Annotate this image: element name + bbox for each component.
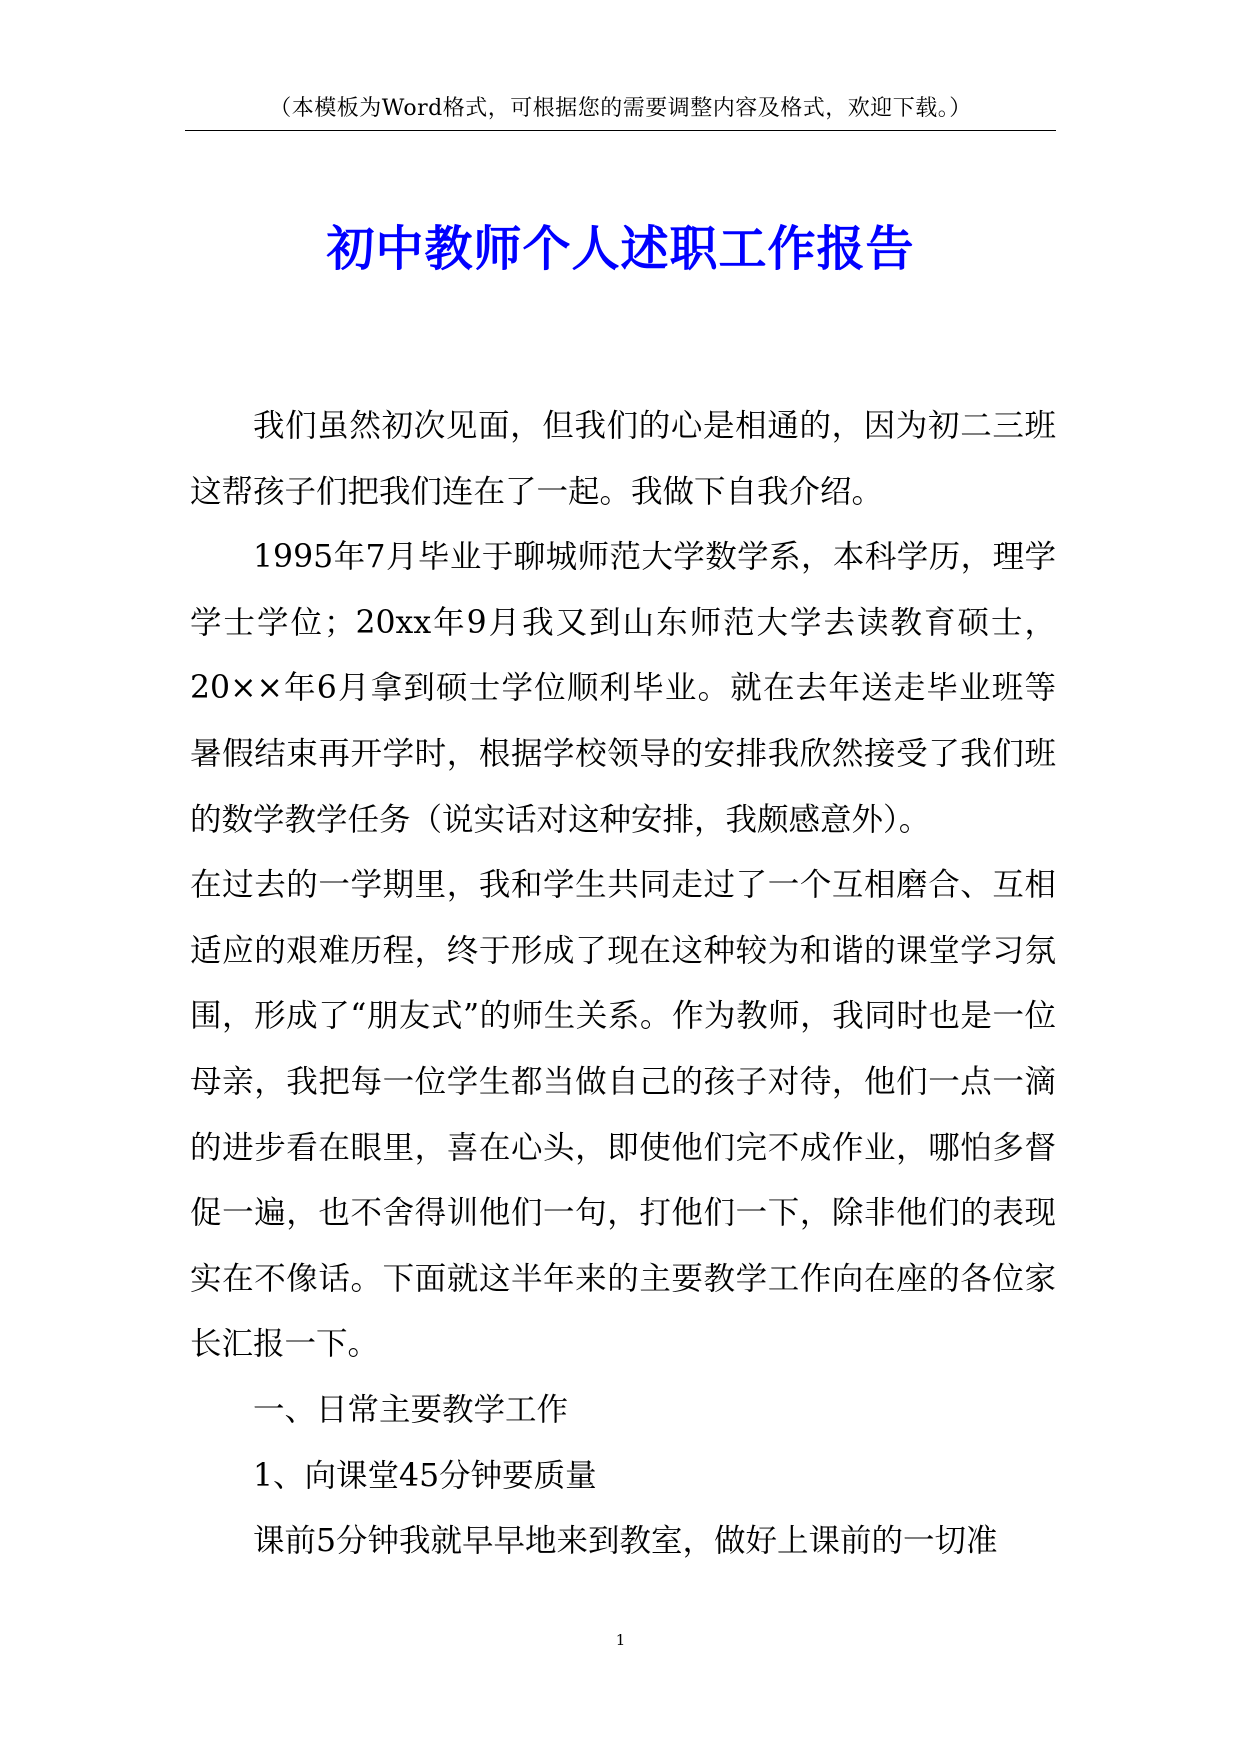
paragraph-class-preparation: 课前5分钟我就早早地来到教室，做好上课前的一切准 [253, 1523, 998, 1560]
subsection-heading-class-quality: 1、向课堂45分钟要质量 [253, 1457, 597, 1494]
section-heading-daily-work: 一、日常主要教学工作 [253, 1391, 569, 1428]
template-note: （本模板为Word格式，可根据您的需要调整内容及格式，欢迎下载。） [269, 96, 972, 121]
document-body [190, 394, 1056, 1575]
paragraph-education: 1995年7月毕业于聊城师范大学数学系，本科学历，理学学士学位；20xx年9月我又到山东师范大学去读教育硕士，20××年6月拿到硕士学位顺利毕业。就在去年送走毕业班等暑假结束再开学时，根据学校领导的安排我欣然接受了我们班的数学教学任务（说实话对这种安排，我颇感意外）。 [190, 539, 1056, 838]
paragraph-intro: 我们虽然初次见面，但我们的心是相通的，因为初二三班这帮孩子们把我们连在了一起。我做下自我介绍。 [190, 408, 1056, 510]
paragraph-semester-review: 在过去的一学期里，我和学生共同走过了一个互相磨合、互相适应的艰难历程，终于形成了现在这种较为和谐的课堂学习氛围，形成了“朋友式”的师生关系。作为教师，我同时也是一位母亲，我把每一位学生都当做自己的孩子对待，他们一点一滴的进步看在眼里，喜在心头，即使他们完不成作业，哪怕多督促一遍，也不舍得训他们一句，打他们一下，除非他们的表现实在不像话。下面就这半年来的主要教学工作向在座的各位家长汇报一下。 [190, 867, 1056, 1363]
document-title: 初中教师个人述职工作报告 [326, 221, 915, 277]
header-divider [185, 130, 1056, 131]
page-number: 1 [615, 1631, 626, 1649]
